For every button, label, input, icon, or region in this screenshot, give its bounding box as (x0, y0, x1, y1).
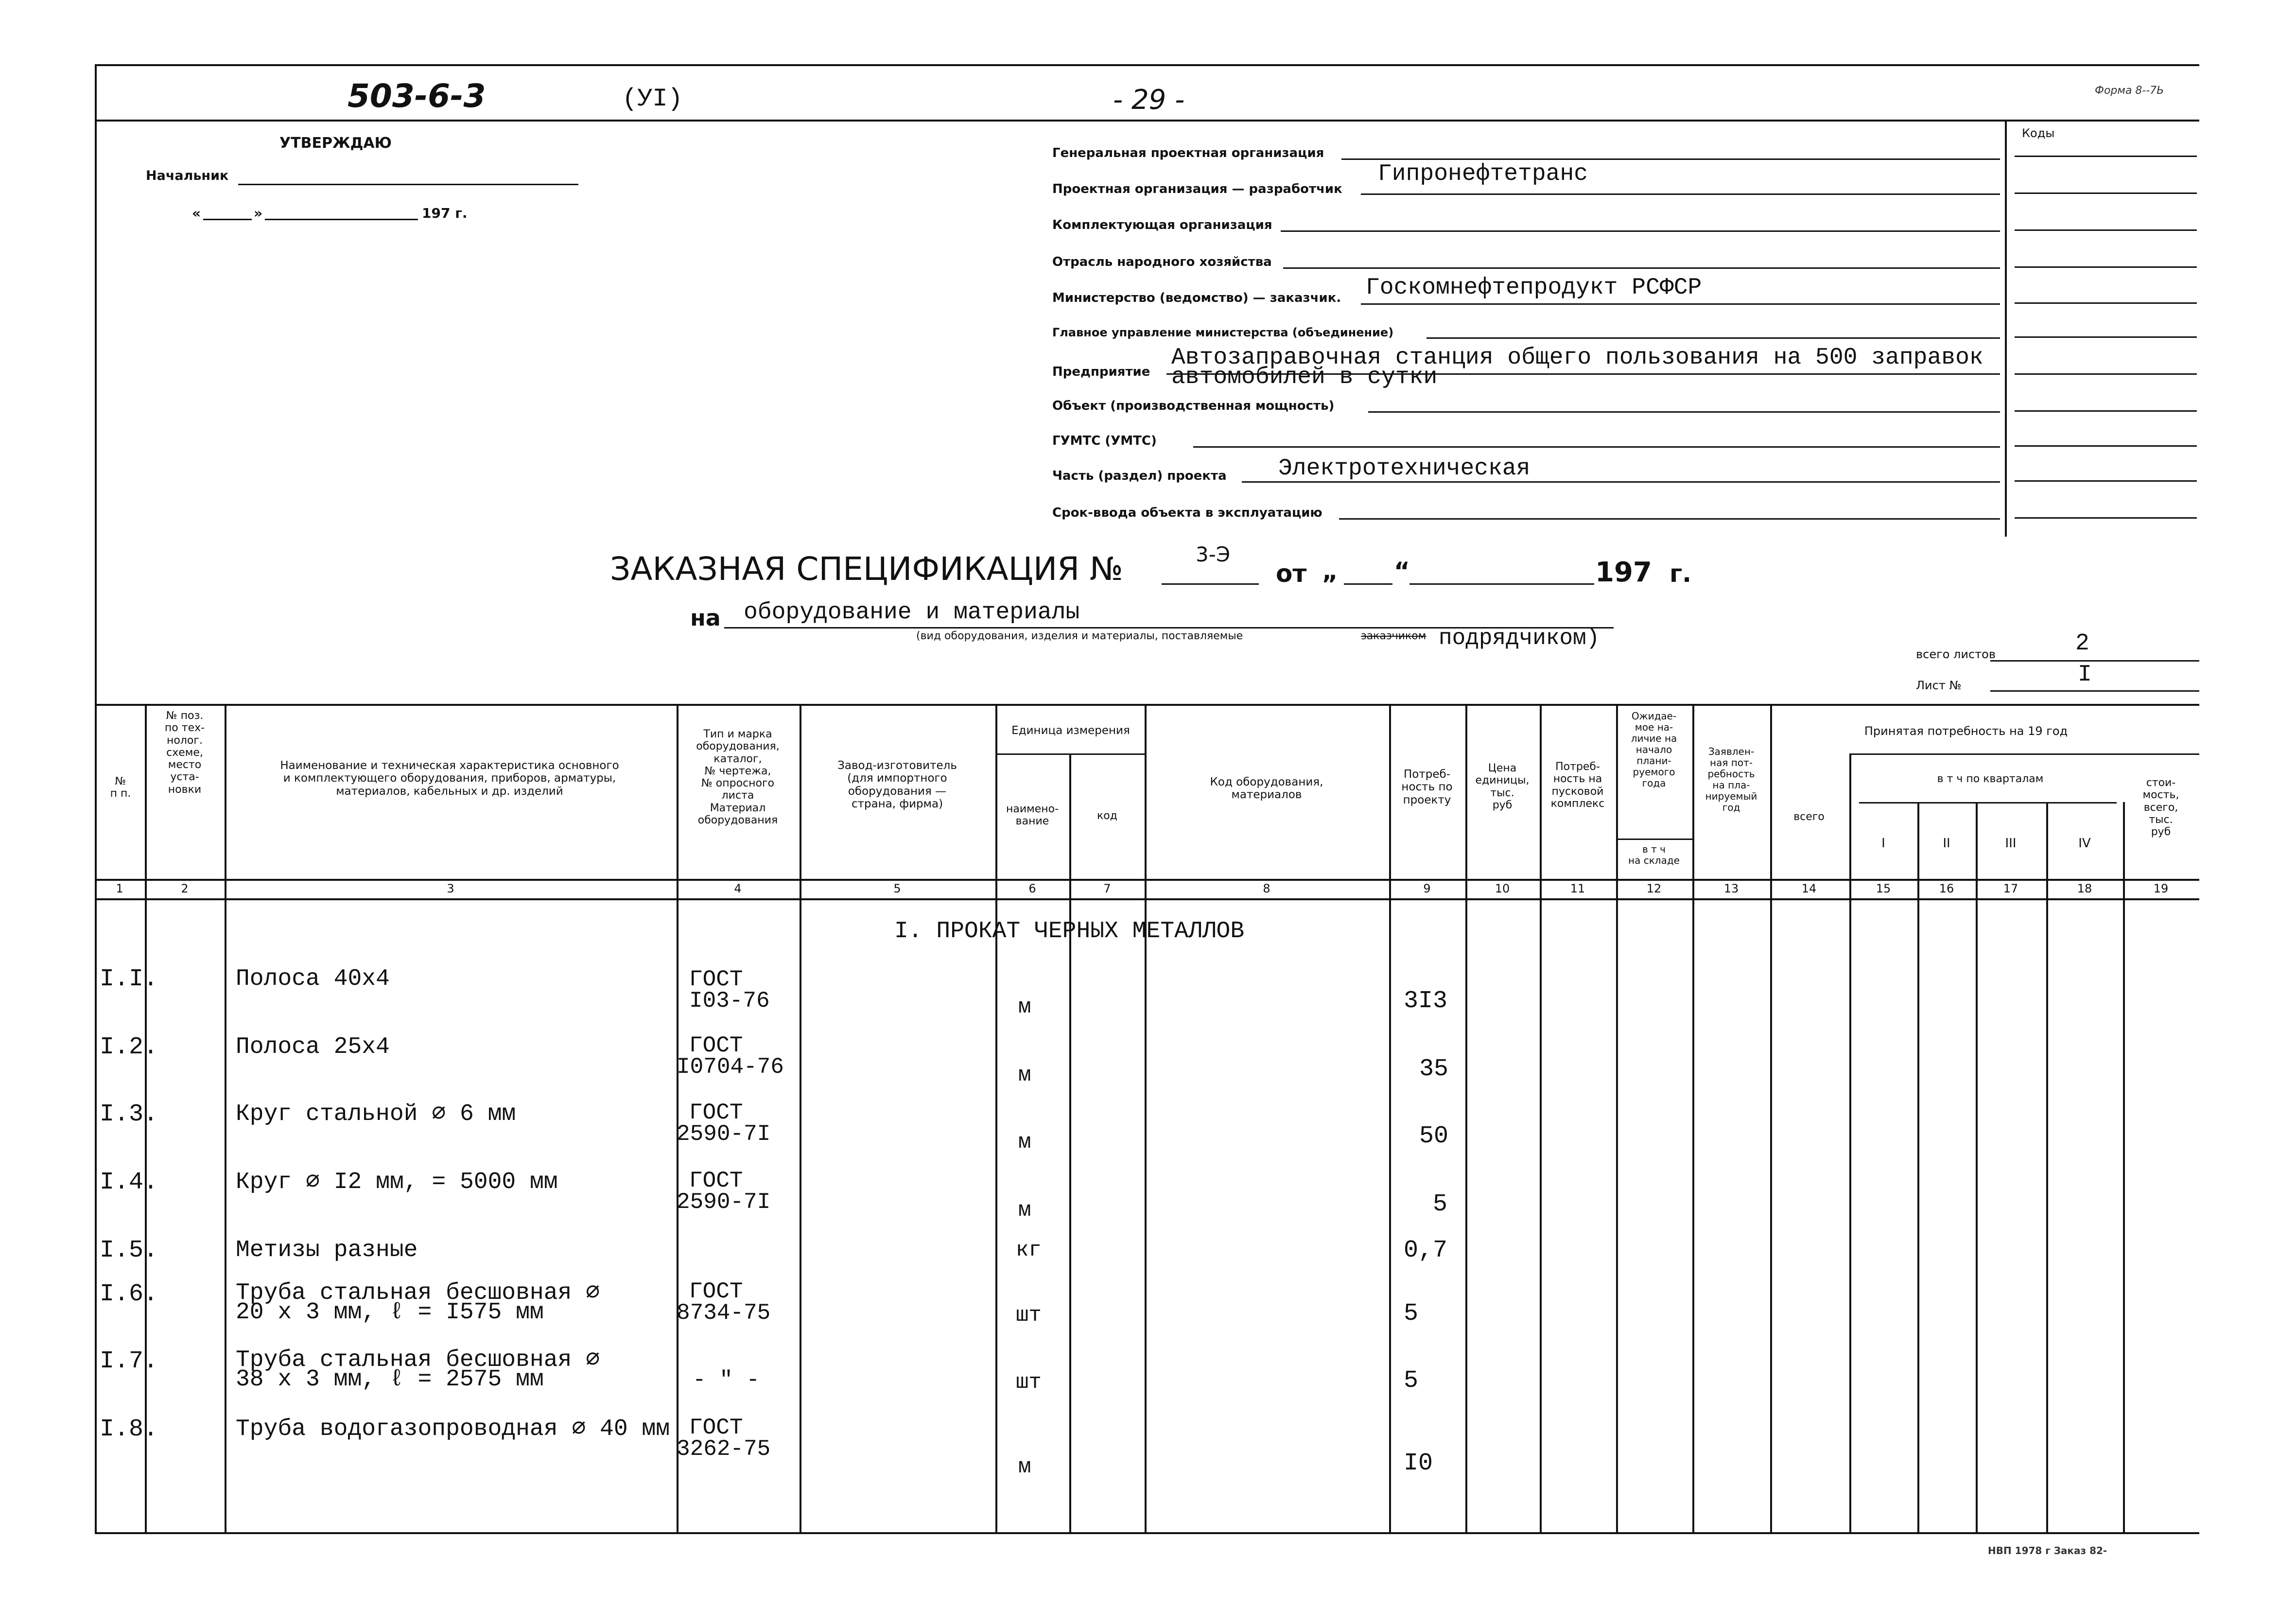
row-number: I.8. (100, 1416, 158, 1443)
row-unit: шт (1016, 1370, 1042, 1395)
row-unit: м (1018, 1130, 1031, 1154)
org-line-complect (1281, 230, 2000, 232)
col-number: 17 (2003, 882, 2018, 895)
table-top (95, 704, 2199, 706)
chief-signature-line (238, 184, 578, 185)
col-header-q2: II (1943, 836, 1950, 851)
col-line-11 (1616, 704, 1618, 1532)
col-header-10: Цена единицы, тыс. руб (1475, 762, 1530, 811)
total-sheets-value: 2 (2075, 630, 2089, 657)
date-open: « (192, 205, 201, 221)
sheet-line (1990, 690, 2199, 692)
row-gost: ГОСТ (689, 1415, 743, 1440)
date-year: 197 г. (422, 205, 468, 221)
org-label-gumts: ГУМТС (УМТС) (1052, 434, 1157, 448)
codes-line-3 (2015, 229, 2197, 231)
table-number-row-bottom (95, 898, 2199, 900)
org-line-ministry (1361, 303, 2000, 305)
c12-sub-line (1616, 839, 1692, 840)
col-number: 9 (1423, 882, 1431, 895)
footer-stamp: НВП 1978 г Заказ 82- (1988, 1545, 2107, 1556)
row-name: Полоса 40х4 (236, 966, 390, 992)
col-header-4: Тип и марка оборудования, каталог, № чертежа, № опросного листа Материал оборудования (696, 728, 780, 827)
spec-year: 197 (1595, 557, 1652, 588)
col-number: 8 (1263, 882, 1270, 895)
row-gost: ГОСТ (689, 1279, 743, 1304)
row-quantity: 5 (1404, 1367, 1419, 1395)
org-line-gumts (1193, 446, 2000, 448)
row-unit: м (1018, 1198, 1031, 1223)
codes-line-9 (2015, 445, 2197, 447)
col-header-12b: в т ч на складе (1628, 843, 1680, 866)
row-number: I.2. (100, 1033, 158, 1061)
org-label-developer: Проектная организация — разработчик (1052, 182, 1342, 196)
spec-quote-open: „ (1322, 557, 1338, 585)
col-line-3 (677, 704, 678, 1532)
total-sheets-line (1990, 660, 2199, 662)
org-label-ministry: Министерство (ведомство) — заказчик. (1052, 291, 1341, 305)
row-name-line2: 20 х 3 мм, ℓ = I575 мм (236, 1299, 544, 1326)
col-line-17 (2046, 802, 2048, 1532)
org-label-general: Генеральная проектная организация (1052, 146, 1324, 160)
col-line-15 (1917, 802, 1919, 1532)
org-value-part: Электротехническая (1278, 455, 1531, 482)
org-line-developer (1361, 193, 2000, 195)
total-sheets-label: всего листов (1916, 647, 1996, 661)
page-number: - 29 - (1113, 84, 1185, 116)
row-unit: шт (1016, 1303, 1042, 1328)
col-header-q1: I (1881, 836, 1885, 851)
row-gost: - " - (693, 1367, 760, 1393)
org-label-main-dept: Главное управление министерства (объединение) (1052, 326, 1394, 339)
spec-on-value: оборудование и материалы (744, 599, 1080, 626)
approve-title: УТВЕРЖДАЮ (279, 135, 392, 152)
col-header-q4: IV (2078, 836, 2091, 851)
row-number: I.5. (100, 1237, 158, 1264)
form-label: Форма 8--7Ь (2095, 85, 2164, 97)
header-line (95, 120, 2199, 122)
row-number: I.6. (100, 1280, 158, 1308)
date-mid: » (254, 205, 263, 221)
row-number: I.3. (100, 1101, 158, 1128)
col-number: 4 (734, 882, 742, 895)
spec-on-note-value: подрядчиком) (1439, 626, 1600, 651)
col-line-14 (1849, 753, 1851, 1532)
spec-quote-close: “ (1394, 557, 1410, 585)
row-quantity: 5 (1433, 1190, 1448, 1218)
col-header-12: Ожидае- мое на- личие на начало плани- руемого года (1631, 710, 1677, 789)
org-label-object: Объект (производственная мощность) (1052, 399, 1335, 413)
row-number: I.4. (100, 1169, 158, 1196)
col-header-1: № п п. (110, 775, 131, 800)
col-number: 7 (1103, 882, 1111, 895)
spec-number-line (1162, 583, 1259, 585)
col-line-13 (1770, 704, 1772, 1532)
row-number: I.7. (100, 1347, 158, 1375)
col-number: 15 (1876, 882, 1891, 895)
row-name: Метизы разные (236, 1237, 418, 1263)
chief-label: Начальник (146, 168, 229, 183)
col-line-18 (2123, 802, 2125, 1532)
spec-on-note: (вид оборудования, изделия и материалы, поставляемые (916, 630, 1243, 642)
codes-line-10 (2015, 480, 2197, 482)
org-label-part: Часть (раздел) проекта (1052, 469, 1227, 483)
row-unit: м (1018, 1455, 1031, 1479)
codes-line-8 (2015, 410, 2197, 412)
quarters-subheader-line (1859, 802, 2117, 804)
row-gost-number: 8734-75 (677, 1300, 771, 1326)
col-line-7 (1145, 704, 1147, 1532)
row-gost: ГОСТ (689, 1100, 743, 1125)
row-gost: ГОСТ (689, 1168, 743, 1193)
col-header-2: № поз. по тех- нолог. схеме, место уста- новки (164, 710, 205, 796)
org-line-main-dept (1426, 337, 2000, 339)
col-header-quarters: в т ч по кварталам (1937, 773, 2044, 785)
row-name: Круг стальной ∅ 6 мм (236, 1101, 516, 1127)
org-value-enterprise: Автозаправочная станция общего пользования на 500 заправок (1171, 345, 1983, 371)
spec-year-suffix: г. (1670, 559, 1692, 588)
album-code: (УI) (622, 85, 683, 113)
col-line-9 (1465, 704, 1467, 1532)
org-label-branch: Отрасль народного хозяйства (1052, 255, 1272, 269)
sheet-label: Лист № (1916, 679, 1962, 692)
codes-line-6 (2015, 336, 2197, 338)
codes-divider (2005, 120, 2007, 537)
col-number: 16 (1939, 882, 1954, 895)
org-value-developer: Гипронефтетранс (1378, 161, 1588, 187)
col-number: 6 (1028, 882, 1036, 895)
spec-number: 3-Э (1196, 542, 1231, 566)
col-line-2 (225, 704, 226, 1532)
col-header-accepted: Принятая потребность на 19 год (1864, 724, 2068, 738)
row-name-line2: 38 х 3 мм, ℓ = 2575 мм (236, 1366, 544, 1393)
row-quantity: 50 (1419, 1122, 1449, 1150)
col-line-12 (1692, 704, 1694, 1532)
date-day-line (203, 219, 252, 220)
org-line-branch (1283, 267, 2000, 269)
row-gost-number: I0704-76 (677, 1054, 784, 1080)
codes-line-1 (2015, 156, 2197, 157)
org-label-enterprise: Предприятие (1052, 365, 1150, 379)
col-header-8: Код оборудования, материалов (1210, 776, 1323, 802)
col-header-9: Потреб- ность по проекту (1401, 768, 1453, 806)
spec-month-line (1409, 583, 1594, 585)
row-number: I.I. (100, 965, 158, 993)
col-number: 18 (2077, 882, 2092, 895)
col-number: 5 (893, 882, 901, 895)
row-gost-number: 2590-7I (677, 1121, 771, 1147)
row-quantity: 35 (1419, 1055, 1449, 1083)
col-header-q3: III (2005, 836, 2017, 851)
org-label-complect: Комплектующая организация (1052, 218, 1272, 232)
row-quantity: 0,7 (1404, 1237, 1448, 1264)
col-line-5 (995, 704, 997, 1532)
org-label-deadline: Срок-ввода объекта в эксплуатацию (1052, 506, 1322, 520)
row-name: Круг ∅ I2 мм, = 5000 мм (236, 1169, 558, 1195)
col-number: 14 (1801, 882, 1817, 895)
section-title: I. ПРОКАТ ЧЕРНЫХ МЕТАЛЛОВ (894, 918, 1245, 944)
col-number: 13 (1723, 882, 1739, 895)
col-number: 11 (1570, 882, 1585, 895)
row-name: Труба водогазопроводная ∅ 40 мм (236, 1416, 670, 1442)
spec-on-label: на (690, 605, 721, 631)
col-header-13: Заявлен- ная пот- ребность на пла- нируемый год (1705, 746, 1757, 813)
codes-line-2 (2015, 192, 2197, 194)
row-gost-number: 3262-75 (677, 1436, 771, 1462)
col-line-10 (1540, 704, 1542, 1532)
org-line-deadline (1339, 518, 2000, 520)
col-number: 12 (1646, 882, 1662, 895)
row-gost: ГОСТ (689, 1033, 743, 1058)
codes-line-5 (2015, 302, 2197, 304)
row-gost-number: I03-76 (689, 988, 770, 1014)
org-line-general (1341, 158, 2000, 160)
row-name: Труба стальная бесшовная ∅ (236, 1280, 600, 1306)
frame-bottom (95, 1532, 2199, 1534)
frame-top (95, 64, 2199, 66)
org-line-object (1368, 411, 2000, 413)
spec-on-note-struck: заказчиком (1361, 630, 1426, 642)
row-unit: м (1018, 995, 1031, 1019)
row-unit: м (1018, 1063, 1031, 1087)
col-number: 1 (116, 882, 123, 895)
col-header-6: наимено- вание (1006, 803, 1059, 828)
col-number: 2 (181, 882, 189, 895)
col-header-19: стои- мость, всего, тыс. руб (2142, 777, 2179, 839)
col-number: 10 (1495, 882, 1510, 895)
accepted-subheader-line (1849, 753, 2199, 755)
col-header-11: Потреб- ность на пусковой комплекс (1550, 761, 1605, 810)
codes-label: Коды (2022, 126, 2055, 140)
doc-code: 503-6-3 (348, 77, 486, 115)
col-header-3: Наименование и техническая характеристика основного и комплектующего оборудования, приборов, арматуры, материалов, кабельных и др. изделий (280, 759, 619, 798)
col-header-5: Завод-изготовитель (для импортного оборудования — страна, фирма) (837, 759, 957, 811)
spec-from: от (1276, 559, 1307, 588)
frame-left (95, 64, 97, 1532)
row-name: Полоса 25х4 (236, 1034, 390, 1060)
org-value-enterprise-2: автомобилей в сутки (1171, 364, 1438, 390)
col-header-7: код (1097, 810, 1117, 822)
col-header-14: всего (1793, 811, 1825, 823)
unit-subheader-line (995, 753, 1145, 755)
col-number: 19 (2153, 882, 2169, 895)
date-month-line (265, 219, 418, 220)
col-header-unit: Единица измерения (1011, 724, 1130, 737)
row-gost: ГОСТ (689, 967, 743, 992)
row-unit: кг (1016, 1238, 1042, 1262)
row-name: Труба стальная бесшовная ∅ (236, 1347, 600, 1373)
spec-day-line (1344, 583, 1392, 585)
col-line-16 (1976, 802, 1978, 1532)
col-line-8 (1389, 704, 1391, 1532)
spec-title: ЗАКАЗНАЯ СПЕЦИФИКАЦИЯ № (610, 550, 1123, 588)
row-quantity: 3I3 (1404, 987, 1448, 1015)
col-line-6 (1069, 753, 1071, 1532)
row-quantity: I0 (1404, 1450, 1433, 1477)
org-value-ministry: Госкомнефтепродукт РСФСР (1366, 275, 1702, 301)
codes-line-7 (2015, 373, 2197, 375)
table-number-row-top (95, 879, 2199, 881)
codes-line-4 (2015, 266, 2197, 268)
org-line-part (1242, 481, 2000, 483)
codes-line-11 (2015, 517, 2197, 519)
row-gost-number: 2590-7I (677, 1189, 771, 1215)
col-line-4 (800, 704, 801, 1532)
sheet-value: I (2078, 662, 2092, 688)
col-number: 3 (447, 882, 454, 895)
row-quantity: 5 (1404, 1300, 1419, 1328)
